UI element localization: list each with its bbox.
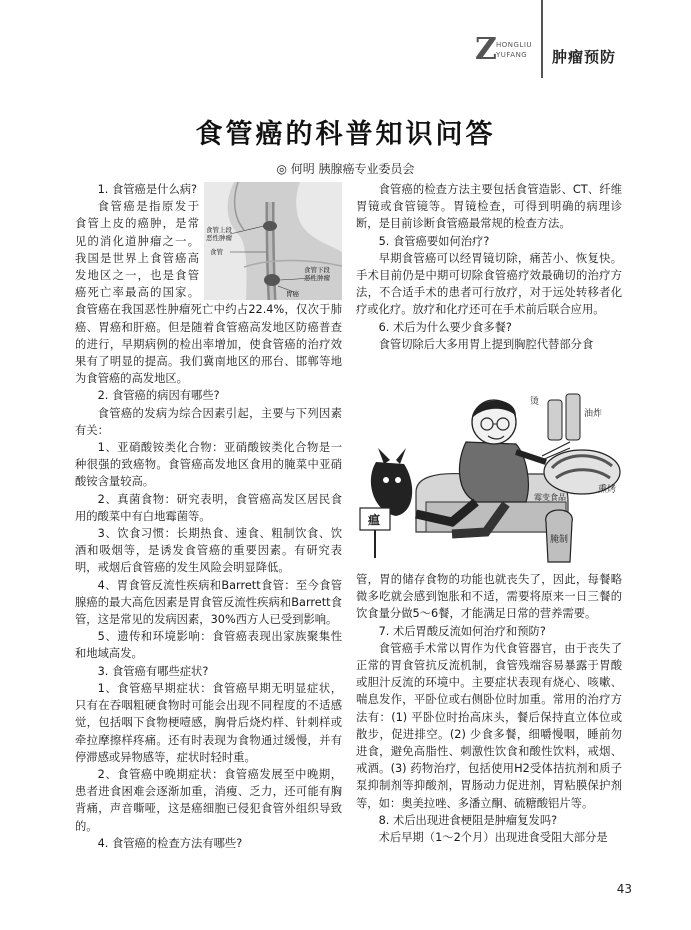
paragraph: 食管癌是指原发于食管上皮的癌肿，是常见的消化道肿瘤之一。我国是世界上食管癌高发地区之一，也是食管癌死亡率最高的国家。食管癌在我国恶性肿瘤死亡中约占22.4%，仅次于肺癌、胃癌和肝癌。但是随着食管癌高发地区防癌普查的进行，早期病例的检出率增加，使食管癌的治疗效果有了明显的提高。我们冀南地区的邢台、邯郸等地为食管癌的高发地区。	[75, 200, 342, 386]
paragraph: 食管切除后大多用胃上提到胸腔代替部分食	[378, 337, 594, 351]
question-heading: 4. 食管癌的检查方法有哪些?	[97, 836, 243, 850]
right-column-top	[356, 181, 622, 353]
cartoon-label-hot: 烫	[530, 397, 540, 407]
label-esophagus: 食管	[210, 248, 223, 256]
left-column	[75, 181, 342, 852]
paragraph: 食管癌手术常以胃作为代食管器官，由于丧失了正常的胃食管抗反流机制，食管残端容易暴露于胃酸或胆汁反流的环境中。主要症状表现有烧心、咳嗽、喘息发作，平卧位或右侧卧位时加重。常用的治疗方法有：(1) 平卧位时抬高床头，餐后保持直立体位或散步，促进排空。(2) 少食多餐，细嚼慢咽，睡前勿进食，避免高脂性、刺激性饮食和酸性饮料，戒烟、戒酒。(3) 药物治疗，包括使用H2受体拮抗剂和质子泵抑制剂等抑酸剂，胃肠动力促进剂，胃粘膜保护剂等，如：奥美拉唑、多潘立酮、硫糖酸铝片等。	[356, 641, 622, 810]
paragraph: 2、食管癌中晚期症状：食管癌发展至中晚期，患者进食困难会逐渐加重，消瘦、乏力，还可能有胸背痛，声音嘶哑，这是癌细胞已侵犯食管外组织导致的。	[75, 767, 342, 833]
cartoon-label-smoked: 熏烤	[598, 485, 617, 495]
logo-letter: Z	[475, 32, 497, 67]
label-lower-1: 食管下段	[304, 266, 330, 274]
diet-risk-cartoon	[356, 382, 622, 570]
paragraph: 早期食管癌可以经胃镜切除，痛苦小、恢复快。手术目前仍是中期可切除食管癌疗效最确切的治疗方法，不合适手术的患者可行放疗，对于远处转移者化疗或化疗。放疗和化疗还可在手术前后联合应用。	[356, 251, 622, 317]
cartoon-sign-text: 瘟	[368, 513, 381, 527]
logo-line1: HONGLIU	[496, 41, 533, 49]
paragraph: 1、亚硝酸铵类化合物：亚硝酸铵类化合物是一种很强的致癌物。食管癌高发地区食用的腌菜中亚硝酸铵含量较高。	[75, 441, 342, 489]
figure-spacer	[205, 183, 342, 301]
logo-line2: YUFANG	[496, 51, 528, 59]
question-heading: 1. 食管癌是什么病?	[97, 183, 198, 196]
cartoon-jar-label: 腌制	[550, 535, 569, 545]
right-column-bottom	[356, 571, 622, 846]
paragraph: 管，胃的储存食物的功能也就丧失了，因此，每餐略微多吃就会感到饱胀和不适，需要将原来一日三餐的饮食量分做5～6餐，才能满足日常的营养需要。	[356, 573, 622, 621]
page-header	[0, 0, 691, 80]
paragraph: 1、食管癌早期症状：食管癌早期无明显症状，只有在吞咽粗硬食物时可能会出现不同程度的不适感觉，包括咽下食物梗噎感，胸骨后烧灼样、针刺样或牵拉摩擦样疼痛。还有时表现为食物通过缓慢，并有停滞感或异物感等，症状时轻时重。	[75, 681, 342, 764]
question-heading: 2. 食管癌的病因有哪些?	[97, 389, 220, 403]
article-author: ◎ 何明 胰腺癌专业委员会	[276, 162, 415, 176]
page-number: 43	[616, 882, 632, 896]
label-upper-2: 恶性肿瘤	[206, 234, 232, 242]
question-heading: 3. 食管癌有哪些症状?	[97, 664, 209, 678]
paragraph: 4、胃食管反流性疾病和Barrett食管：至今食管腺癌的最大高危因素是胃食管反流性疾病和Barrett食管，这是常见的发病因素，30%西方人已受到影响。	[75, 578, 342, 627]
question-heading: 5. 食管癌要如何治疗?	[378, 234, 490, 248]
paragraph: 5、遗传和环境影响：食管癌表现出家族聚集性和地域高发。	[75, 630, 342, 661]
article-title: 食管癌的科普知识问答	[195, 119, 496, 150]
section-title: 肿瘤预防	[552, 48, 617, 66]
cartoon-label-moldy: 霉变食品	[534, 493, 566, 502]
question-heading: 6. 术后为什么要少食多餐?	[378, 320, 512, 334]
label-upper-1: 食管上段	[206, 226, 232, 234]
label-lower-2: 恶性肿瘤	[304, 274, 330, 282]
paragraph: 3、饮食习惯：长期热食、速食、粗制饮食、饮酒和吸烟等，是诱发食管癌的重要因素。有研究表明，戒烟后食管癌的发生风险会明显降低。	[75, 527, 342, 575]
paragraph: 术后早期（1～2个月）出现进食受阻大部分是	[378, 831, 608, 845]
magazine-logo	[475, 34, 545, 66]
label-stomach: 胃癌	[286, 290, 299, 298]
question-heading: 8. 术后出现进食梗阻是肿瘤复发吗?	[378, 813, 558, 827]
cartoon-label-fried: 油炸	[584, 409, 603, 419]
paragraph: 食管癌的发病为综合因素引起，主要与下列因素有关：	[75, 406, 342, 437]
question-heading: 7. 术后胃酸反流如何治疗和预防?	[378, 624, 546, 638]
paragraph: 2、真菌食物：研究表明，食管癌高发区居民食用的酸菜中有白地霉菌等。	[75, 492, 342, 523]
paragraph: 食管癌的检查方法主要包括食管造影、CT、纤维胃镜或食管镜等。胃镜检查，可得到明确的病理诊断，是目前诊断食管癌最常规的检查方法。	[356, 183, 622, 231]
